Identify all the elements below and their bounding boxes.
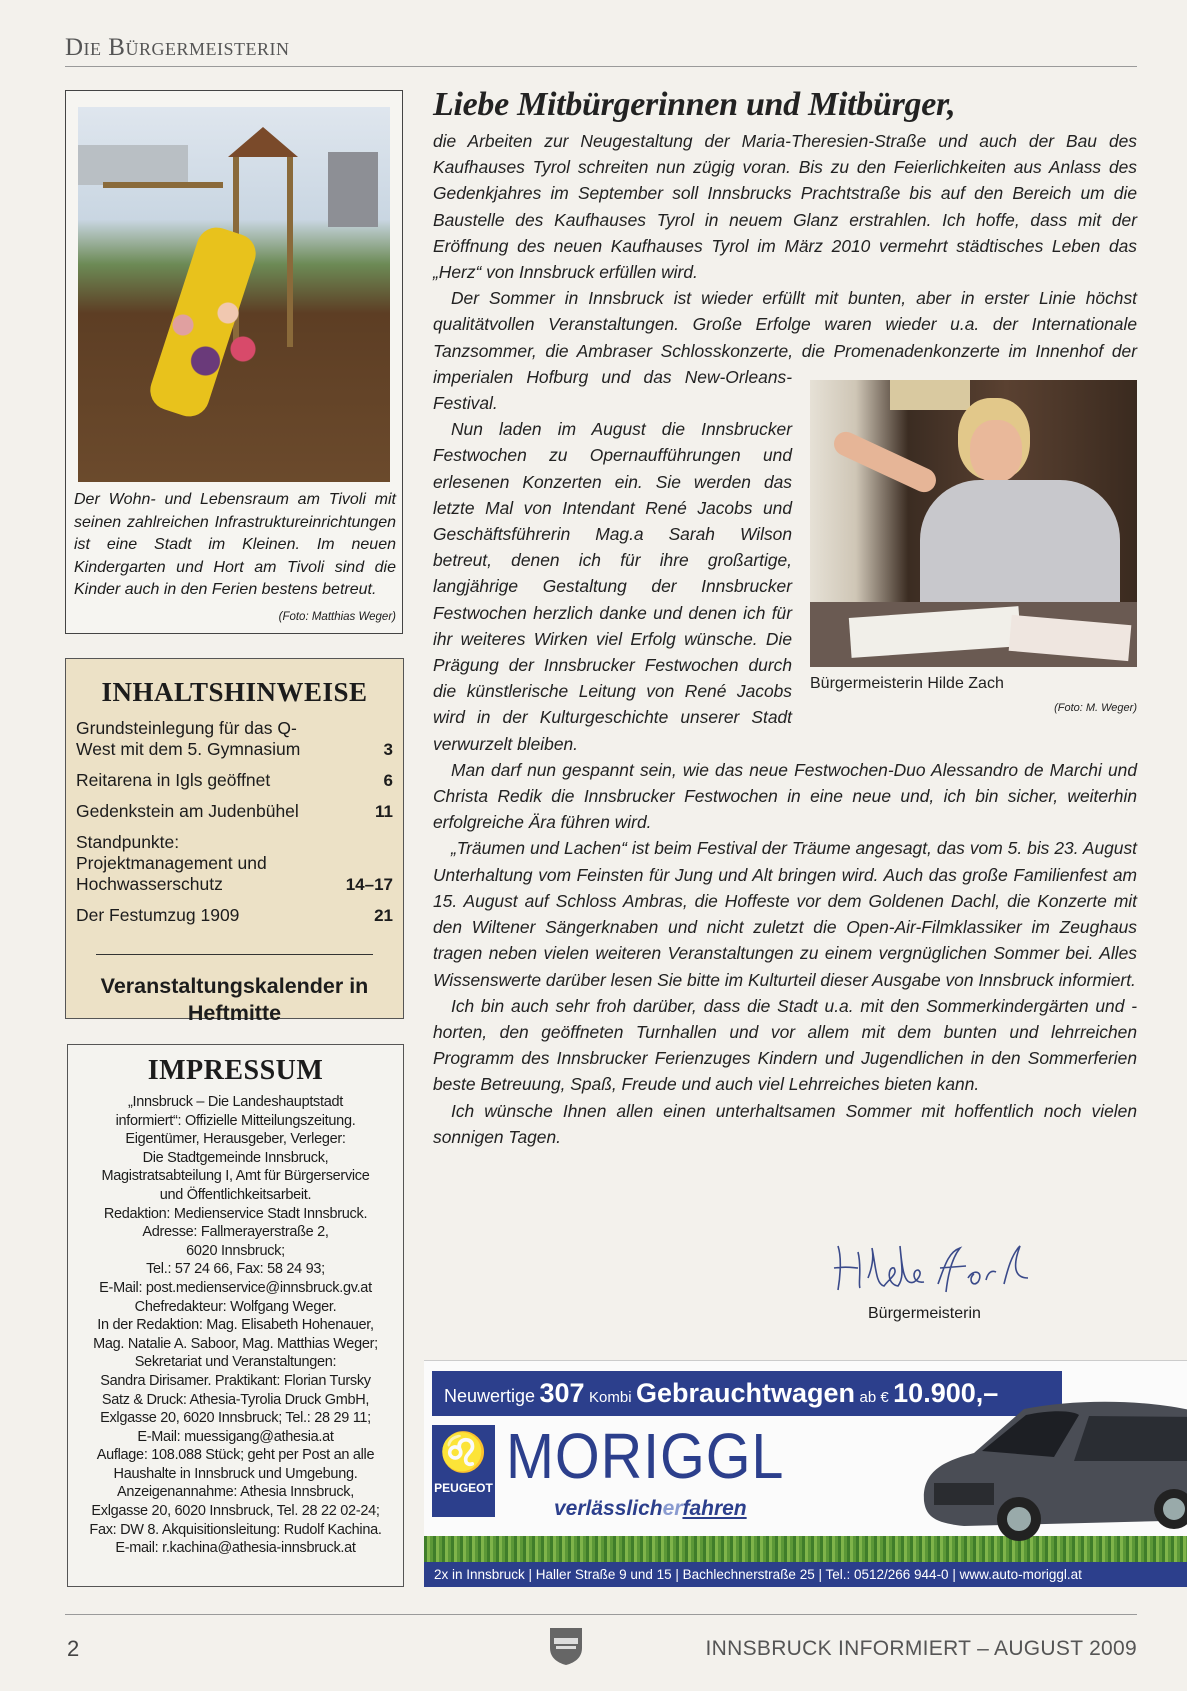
signature-role: Bürgermeisterin bbox=[868, 1305, 981, 1322]
toc-item[interactable] bbox=[76, 770, 393, 791]
impressum-line: Sandra Dirisamer. Praktikant: Florian Tursky bbox=[100, 1372, 371, 1389]
letter-paragraph: die Arbeiten zur Neugestaltung der Maria-Theresien-Straße und auch der Bau des Kaufhauses Tyrol schreiten nun zügig voran. Bis zu den Feierlichkeiten aus Anlass des Gedenkjahres im September soll Innsbrucks Prachtstraße bis auf den Bereich um die Baustelle des Kaufhauses Tyrol in neuem Glanz erstrahlen. Ich hoffe, dass mit der Eröffnung des neuen Kaufhauses Tyrol im März 2010 vermehrt städtisches Leben das „Herz“ von Innsbruck erfüllen wird. bbox=[433, 131, 1137, 283]
impressum-line: Haushalte in Innsbruck und Umgebung. bbox=[113, 1465, 358, 1482]
impressum-line: Fax: DW 8. Akquisitionsleitung: Rudolf Kachina. bbox=[89, 1521, 382, 1538]
impressum-line: Redaktion: Medienservice Stadt Innsbruck. bbox=[103, 1205, 368, 1222]
impressum-line: Die Stadtgemeinde Innsbruck, bbox=[142, 1149, 329, 1166]
letter-paragraph: Nun laden im August die Innsbrucker Festwochen zu Opernaufführungen und erlesenen Konzerten ein. Sie werden das letzte Mal von Intendant René Jacobs und Geschäftsführerin Mag.a Sarah Wilson betreut, denen ich für ihre großartige, langjährige Gestaltung der Innsbrucker Festwochen herzlich danke und denen ich für ihr weiteres Wirken viel Erfolg wünsche. Die Prägung der Innsbrucker Festwochen durch die künstlerische Leitung von René Jacobs wird in der Kulturgeschichte unserer Stadt verwurzelt bleiben. bbox=[433, 419, 792, 754]
toc-item-label: Der Festumzug 1909 bbox=[76, 905, 240, 925]
ad-from: ab € bbox=[859, 1389, 889, 1406]
peugeot-label: PEUGEOT bbox=[434, 1481, 493, 1495]
impressum-line: und Öffentlichkeitsarbeit. bbox=[159, 1186, 312, 1203]
dealer-name: MORIGGL bbox=[506, 1420, 785, 1492]
impressum-line: Adresse: Fallmerayerstraße 2, bbox=[142, 1224, 329, 1241]
footer-rule bbox=[65, 1614, 1137, 1615]
dealer-slogan bbox=[554, 1497, 747, 1521]
impressum-line: 6020 Innsbruck; bbox=[186, 1242, 285, 1259]
playground-photo-caption bbox=[74, 489, 396, 628]
moriggl-advertisement[interactable] bbox=[424, 1360, 1187, 1587]
lion-icon: ♌ bbox=[439, 1432, 488, 1474]
ad-model: 307 bbox=[539, 1378, 585, 1408]
impressum-line: In der Redaktion: Mag. Elisabeth Hohenauer, bbox=[97, 1317, 374, 1334]
ad-used: Gebrauchtwagen bbox=[636, 1378, 856, 1408]
impressum-line: informiert“: Offizielle Mitteilungszeitung. bbox=[115, 1112, 356, 1129]
impressum-line: E-mail: r.kachina@athesia-innsbruck.at bbox=[115, 1540, 356, 1557]
impressum-line: Anzeigenannahme: Athesia Innsbruck, bbox=[117, 1484, 354, 1501]
letter-paragraph: Ich wünsche Ihnen allen einen unterhaltsamen Sommer mit hoffentlich noch vielen sonnigen Tagen. bbox=[433, 1100, 1137, 1147]
car-image bbox=[904, 1391, 1187, 1541]
ad-kombi: Kombi bbox=[589, 1389, 632, 1406]
toc-item-label: Gedenkstein am Judenbühel bbox=[76, 801, 299, 821]
impressum-line: Mag. Natalie A. Saboor, Mag. Matthias Weger; bbox=[93, 1335, 378, 1352]
publication-title: INNSBRUCK INFORMIERT – AUGUST 2009 bbox=[705, 1637, 1137, 1660]
mayor-photo bbox=[810, 380, 1137, 667]
calendar-note: Veranstaltungskalender in Heftmitte bbox=[100, 974, 369, 1025]
toc-item-page: 14–17 bbox=[345, 875, 393, 894]
ad-contact-footer: 2x in Innsbruck | Haller Straße 9 und 15 | Bachlechnerstraße 25 | Tel.: 0512/266 944-0 | www.auto-moriggl.at bbox=[424, 1562, 1187, 1587]
ad-price: 10.900,– bbox=[893, 1378, 999, 1408]
impressum-line: Chefredakteur: Wolfgang Weger. bbox=[134, 1298, 337, 1315]
letter-salutation: Liebe Mitbürgerinnen und Mitbürger, bbox=[433, 86, 956, 123]
toc-item-label: Standpunkte: Projektmanagement und Hochwasserschutz bbox=[76, 832, 267, 894]
slogan-part: fahren bbox=[682, 1497, 747, 1520]
toc-item[interactable] bbox=[76, 718, 393, 760]
section-running-head: Die Bürgermeisterin bbox=[65, 34, 290, 61]
slogan-part: er bbox=[662, 1497, 683, 1520]
letter-column bbox=[433, 86, 1137, 1150]
letter-paragraph: Man darf nun gespannt sein, wie das neue Festwochen-Duo Alessandro de Marchi und Christa Redik die Innsbrucker Festwochen in eine neue und, ich bin sicher, weiterhin erfolgreiche Ära führen wird. bbox=[433, 759, 1137, 833]
impressum-line: Auflage: 108.088 Stück; geht per Post an alle bbox=[96, 1447, 375, 1464]
toc-item-page: 11 bbox=[375, 802, 393, 821]
impressum-title: IMPRESSUM bbox=[147, 1055, 324, 1086]
impressum-line: Sekretariat und Veranstaltungen: bbox=[134, 1354, 337, 1371]
table-of-contents bbox=[65, 658, 404, 1025]
header-rule bbox=[65, 66, 1137, 67]
slogan-part: verlässlich bbox=[554, 1497, 663, 1520]
letter-paragraph: Ich bin auch sehr froh darüber, dass die Stadt u.a. mit den Sommerkindergärten und -horten, den geöffneten Turnhallen und vor allem mit dem bunten und lehrreichen Programm des Innsbrucker Ferienzuges Kindern und Jugendlichen in den Sommerferien beste Betreuung, Spaß, Freude und auch viel Lehrreiches bieten kann. bbox=[433, 995, 1137, 1095]
impressum-line: Eigentümer, Herausgeber, Verleger: bbox=[125, 1131, 346, 1148]
toc-title: INHALTSHINWEISE bbox=[101, 677, 368, 707]
toc-item-label: Reitarena in Igls geöffnet bbox=[76, 770, 271, 790]
innsbruck-crest-icon bbox=[548, 1626, 584, 1666]
impressum-line: Magistratsabteilung I, Amt für Bürgerservice bbox=[101, 1168, 370, 1185]
toc-item[interactable] bbox=[76, 905, 393, 926]
impressum-line: E-Mail: post.medienservice@innsbruck.gv.at bbox=[99, 1279, 372, 1296]
toc-item-label: Grundsteinlegung für das Q-West mit dem 5. Gymnasium bbox=[76, 718, 301, 759]
caption-text: Der Wohn- und Lebensraum am Tivoli mit seinen zahlreichen Infrastruktureinrichtungen ist eine Stadt im Kleinen. Im neuen Kindergarten und Hort am Tivoli sind die Kinder auch in den Ferien bestens betreut. bbox=[74, 491, 396, 598]
toc-item[interactable] bbox=[76, 801, 393, 822]
letter-body bbox=[433, 128, 1137, 1150]
impressum-line: „Innsbruck – Die Landeshauptstadt bbox=[128, 1094, 343, 1110]
photo-credit: (Foto: Matthias Weger) bbox=[278, 610, 396, 623]
toc-item-page: 3 bbox=[383, 740, 393, 759]
signature-image bbox=[828, 1238, 1038, 1298]
toc-divider bbox=[96, 954, 373, 955]
toc-item[interactable] bbox=[76, 832, 393, 895]
impressum-line: Satz & Druck: Athesia-Tyrolia Druck GmbH, bbox=[101, 1391, 370, 1408]
peugeot-logo bbox=[432, 1425, 495, 1517]
page-number: 2 bbox=[67, 1636, 80, 1661]
mayor-photo-figure bbox=[810, 380, 1137, 721]
playground-photo bbox=[78, 107, 390, 482]
impressum-line: Tel.: 57 24 66, Fax: 58 24 93; bbox=[146, 1261, 325, 1278]
impressum-line: Exlgasse 20, 6020 Innsbruck, Tel. 28 22 02-24; bbox=[91, 1503, 380, 1520]
toc-item-page: 6 bbox=[383, 771, 393, 790]
ad-pre: Neuwertige bbox=[444, 1386, 536, 1406]
mayor-photo-credit: (Foto: M. Weger) bbox=[1054, 702, 1137, 714]
impressum-box bbox=[67, 1044, 404, 1587]
mayor-photo-caption: Bürgermeisterin Hilde Zach bbox=[810, 675, 1004, 692]
impressum-line: E-Mail: muessigang@athesia.at bbox=[137, 1428, 334, 1445]
impressum-line: Exlgasse 20, 6020 Innsbruck; Tel.: 28 29 11; bbox=[100, 1410, 371, 1427]
letter-paragraph: Der Sommer in Innsbruck ist wieder erfüllt mit bunten, aber in erster Linie höchst qualitätvollen Veranstaltungen. Große Erfolge waren wieder u.a. der Internationale Tanzsommer, die Ambraser Schlosskonzerte, die Promenadenkonzerte im Innenhof der imperialen Hofburg und das New-Orleans-Festival. bbox=[433, 288, 1137, 414]
toc-item-page: 21 bbox=[374, 906, 393, 925]
playground-photo-box bbox=[65, 90, 403, 634]
letter-paragraph: „Träumen und Lachen“ ist beim Festival der Träume angesagt, das vom 5. bis 23. August Unterhaltung vom Feinsten für Jung und Alt bringen wird. Auch das große Familienfest am 15. August auf Schloss Ambras, die Hoffeste vor dem Goldenen Dachl, die Konzerte mit den Wiltener Sängerknaben und nicht zuletzt die Open-Air-Filmklassiker im Zeughaus tragen neben vielen weiteren Veranstaltungen zu einem vergnüglichen Sommer bei. Alles Wissenswerte darüber lesen Sie bitte im Kulturteil dieser Ausgabe von Innsbruck informiert. bbox=[433, 838, 1137, 990]
